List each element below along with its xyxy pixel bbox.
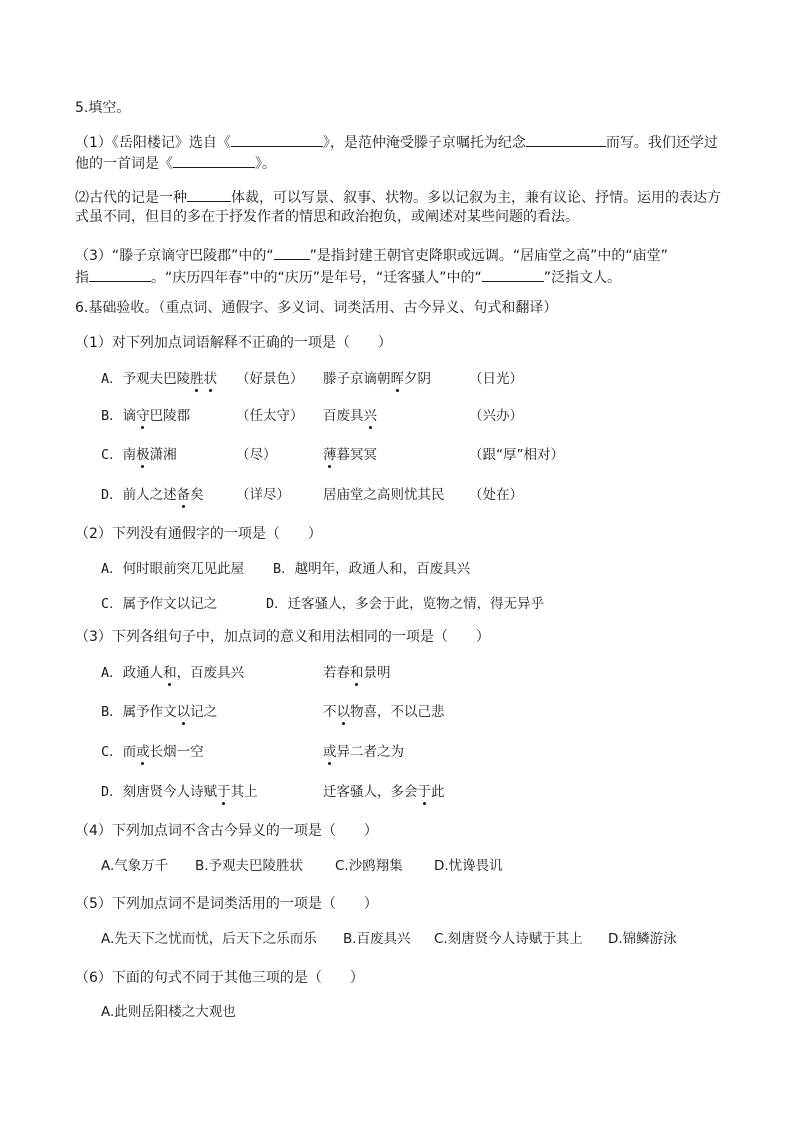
q6-sub3-option-b2 [323,702,445,722]
opt-text: 不 [323,704,337,720]
opt-text: D．前人之述 [101,487,177,503]
q6-sub3-option-a1 [101,663,244,683]
q5-part1-text-d: 他的一首词是《 [75,156,173,172]
q6-sub5-option-a[interactable]: A.先天下之忧而忧，后天下之乐而乐 [101,931,317,947]
dotted-char: 兴 [363,408,377,424]
q5-part3-text-a: （3）“滕子京谪守巴陵郡”中的“ [75,248,274,264]
q6-sub1-question: （1）对下列加点词语解释不正确的一项是（ ） [75,335,392,351]
q6-sub2-option-b[interactable]: B．越明年，政通人和，百废具兴 [273,561,471,577]
dotted-char: 和 [163,665,177,681]
q6-sub2-option-d[interactable]: D．迁客骚人，多会于此，览物之情，得无异乎 [266,596,545,612]
blank-poem-title[interactable] [173,152,255,168]
dotted-char: 守 [136,408,150,424]
q6-sub4-option-c[interactable]: C.沙鸥翔集 [335,858,403,874]
dotted-char: 和 [350,665,364,681]
dotted-char: 以 [336,704,350,720]
opt-text: ，百废具兴 [176,665,245,681]
question-5-title: 5.填空。 [75,100,131,116]
q6-sub5-option-b[interactable]: B.百废具兴 [343,931,411,947]
q6-sub2-option-c[interactable]: C．属予作文以记之 [101,596,218,612]
blank-genre[interactable] [187,186,231,202]
q6-sub3-option-a2 [323,663,391,683]
q6-sub5-question: （5）下列加点词不是词类活用的一项是（ ） [75,896,378,912]
q5-part2-line1 [75,186,721,208]
q6-sub5-option-c[interactable]: C.刻唐贤今人诗赋于其上 [434,931,583,947]
q6-sub4-question: （4）下列加点词不含古今异义的一项是（ ） [75,823,378,839]
q6-sub1-option-b-gloss: （任太守） [236,408,304,424]
q5-part1-line1 [75,131,718,153]
dotted-char: 极 [136,447,150,463]
q6-sub1-option-c-gloss2: （跟“厚”相对） [469,447,564,463]
q5-part1-text-a: （1）《岳阳楼记》选自《 [75,135,231,151]
opt-text: 滕子京谪朝 [323,371,391,387]
blank-source-book[interactable] [231,131,323,147]
q6-sub6-question: （6）下面的句式不同于其他三项的是（ ） [75,970,364,986]
q6-sub6-option-a[interactable]: A.此则岳阳楼之大观也 [101,1004,236,1020]
opt-text: 潇湘 [149,447,177,463]
q6-sub3-option-c1 [101,742,204,762]
opt-text: 此 [431,784,445,800]
q5-part2-text-b: 体裁，可以写景、叙事、状物。多以记叙为主，兼有议论、抒情。运用的表达方 [231,190,721,206]
q5-part3-line1 [75,244,668,266]
q6-sub1-option-a-phrase [101,369,217,389]
q6-sub1-option-d-gloss: （详尽） [236,487,290,503]
q6-sub1-option-d-phrase [101,485,204,505]
dotted-char: 于 [417,784,431,800]
q6-sub3-option-d1 [101,782,258,802]
q6-sub3-option-d2 [323,782,445,802]
opt-text: A．予观夫巴陵 [101,371,191,387]
opt-text: 其上 [230,784,258,800]
q5-part1-line2 [75,152,276,174]
q6-sub3-option-b1 [101,702,217,722]
q6-sub1-option-d-phrase2: 居庙堂之高则忧其民 [323,487,445,503]
q5-part1-text-e: 》。 [255,156,276,172]
blank-commemoration[interactable] [526,131,606,147]
opt-text: 迁客骚人，多会 [323,784,418,800]
q5-part1-text-b: 》，是范仲淹受滕子京嘱托为纪念 [322,135,526,151]
q6-sub1-option-a-phrase2 [323,369,431,389]
q6-sub4-option-a[interactable]: A.气象万千 [101,858,169,874]
q6-sub1-option-b-gloss2: （兴办） [469,408,523,424]
dotted-char: 晖 [390,371,404,387]
opt-text: 物喜，不以己悲 [350,704,445,720]
q6-sub2-option-a[interactable]: A．何时眼前突兀见此屋 [101,561,245,577]
q6-sub3-question: （3）下列各组句子中，加点词的意义和用法相同的一项是（ ） [75,629,490,645]
q6-sub1-option-a-gloss: （好景色） [236,371,304,387]
q6-sub4-option-b[interactable]: B.予观夫巴陵胜状 [195,858,304,874]
dotted-char: 或 [136,744,150,760]
q6-sub3-option-c2 [323,742,404,762]
opt-text: B．谪 [101,408,137,424]
q6-sub1-option-d-gloss2: （处在） [469,487,523,503]
dotted-char: 以 [176,704,191,720]
dotted-char: 或 [323,744,337,760]
q6-sub1-option-c-phrase2 [323,445,377,465]
q6-sub1-option-a-gloss2: （日光） [469,371,523,387]
opt-text: A．政通人 [101,665,164,681]
opt-text: D．刻唐贤今人诗赋 [101,784,218,800]
blank-zhe[interactable] [274,244,310,260]
q5-part3-line2 [75,266,621,288]
question-6-title: 6.基础验收。（重点词、通假字、多义词、词类活用、古今异义、句式和翻译） [75,300,558,316]
q6-sub5-option-d[interactable]: D.锦鳞游泳 [608,931,677,947]
q5-part3-text-d: 。“庆历四年春”中的“庆历”是年号，“迁客骚人”中的“ [151,270,482,286]
q5-part2-line2: 式虽不同，但目的多在于抒发作者的情思和政治抱负，或阐述对某些问题的看法。 [75,209,579,225]
opt-text: 若春 [323,665,350,681]
opt-text: C．南 [101,447,137,463]
q6-sub1-option-c-gloss: （尽） [236,447,277,463]
opt-text: 异二者之为 [336,744,404,760]
dotted-char: 于 [217,784,231,800]
q5-part3-text-c: 指 [75,270,89,286]
q6-sub1-option-b-phrase2 [323,406,377,426]
q5-part3-text-e: ”泛指文人。 [543,270,622,286]
opt-text: 暮冥冥 [336,447,377,463]
opt-text: 百废具 [323,408,364,424]
opt-text: 景明 [363,665,391,681]
q6-sub4-option-d[interactable]: D.忧谗畏讥 [434,858,503,874]
blank-wenren[interactable] [482,266,544,282]
blank-miaotang[interactable] [89,266,151,282]
q6-sub1-option-b-phrase [101,406,190,426]
q6-sub1-option-c-phrase [101,445,177,465]
opt-text: 巴陵郡 [149,408,191,424]
opt-text: 记之 [190,704,218,720]
dotted-char: 状 [203,371,218,387]
q5-part2-text-a: ⑵古代的记是一种 [75,190,187,206]
dotted-char: 胜 [190,371,204,387]
opt-text: 矣 [190,487,204,503]
q6-sub2-question: （2）下列没有通假字的一项是（ ） [75,526,322,542]
q5-part1-text-c: 而写。我们还学过 [605,135,718,151]
dotted-char: 备 [176,487,191,503]
q5-part3-text-b: ”是指封建王朝官吏降职或远调。“居庙堂之高”中的“庙堂” [309,248,668,264]
dotted-char: 薄 [323,447,337,463]
opt-text: 长烟一空 [149,744,204,760]
opt-text: 夕阴 [404,371,431,387]
opt-text: C．而 [101,744,137,760]
opt-text: B．属予作文 [101,704,177,720]
